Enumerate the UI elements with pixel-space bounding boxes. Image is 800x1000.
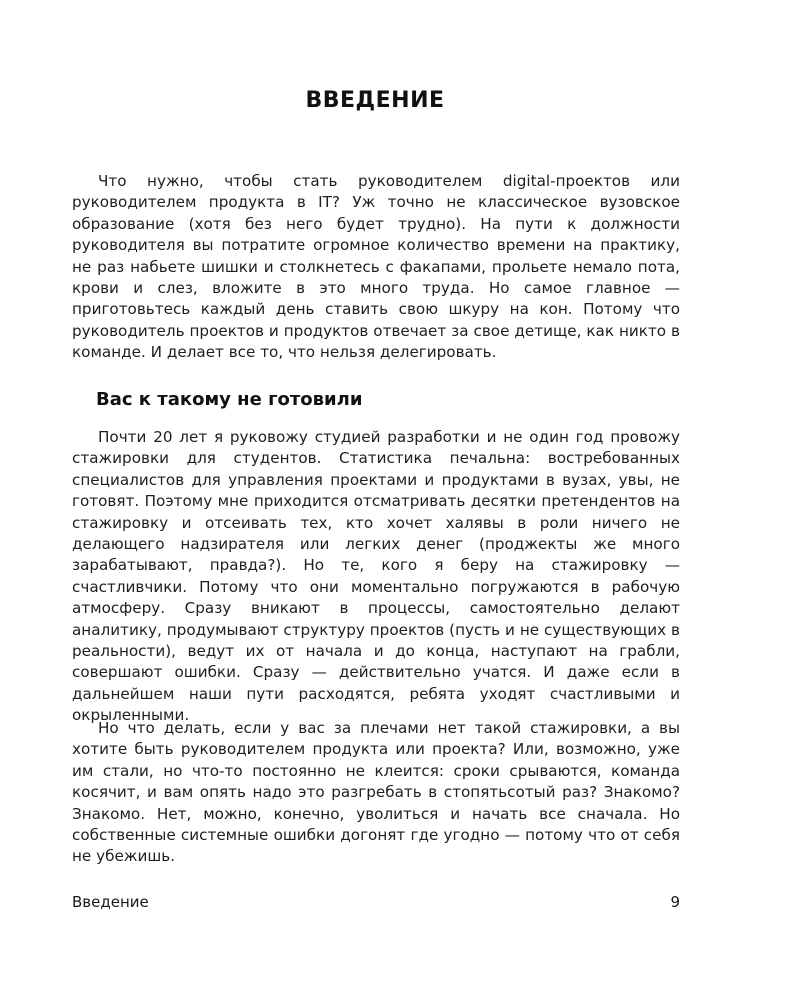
body-paragraph: Но что делать, если у вас за плечами нет такой стажировки, а вы хотите быть руководителем продукта или проекта? Или, возможно, уже им стали, но что-то постоянно не клеится: сроки срываются, команда косячит, и вам опять надо это разгребать в стопятьсотый раз? Знакомо? Знакомо. Нет, можно, конечно, уволиться и начать все сначала. Но собственные системные ошибки догонят где угодно — потому что от себя не убежишь. bbox=[72, 719, 680, 866]
intro-paragraph: Что нужно, чтобы стать руководителем digital-проектов или руководителем продукта в IT? Уж точно не классическое вузовское образование (хотя без него будет трудно). На пути к должности руководителя вы потратите огромное количество времени на практику, не раз набьете шишки и столкнетесь с факапами, прольете немало пота, крови и слез, вложите в это много труда. Но самое главное — приготовьтесь каждый день ставить свою шкуру на кон. Потому что руководитель проектов и продуктов отвечает за свое детище, как никто в команде. И делает все то, что нельзя делегировать. bbox=[72, 172, 680, 362]
page-number: 9 bbox=[670, 893, 680, 911]
footer-running-title: Введение bbox=[72, 893, 149, 911]
page-title: ВВЕДЕНИЕ bbox=[305, 88, 445, 113]
section-heading: Вас к такому не готовили bbox=[96, 389, 363, 410]
body-paragraph: Почти 20 лет я руковожу студией разработки и не один год провожу стажировки для студентов. Статистика печальна: востребованных специалистов для управления проектами и продуктами в вузах, увы, не готовят. Поэтому мне приходится отсматривать десятки претендентов на стажировку и отсеивать тех, кто хочет халявы в роли ничего не делающего надзирателя или легких денег (проджекты же много зарабатывают, правда?). Но те, кого я беру на стажировку — счастливчики. Потому что они моментально погружаются в рабочую атмосферу. Сразу вникают в процессы, самостоятельно делают аналитику, продумывают структуру проектов (пусть и не существующих в реальности), ведут их от начала и до конца, наступают на грабли, совершают ошибки. Сразу — действительно учатся. И даже если в дальнейшем наши пути расходятся, ребята уходят счастливыми и окрыленными. bbox=[72, 428, 680, 725]
